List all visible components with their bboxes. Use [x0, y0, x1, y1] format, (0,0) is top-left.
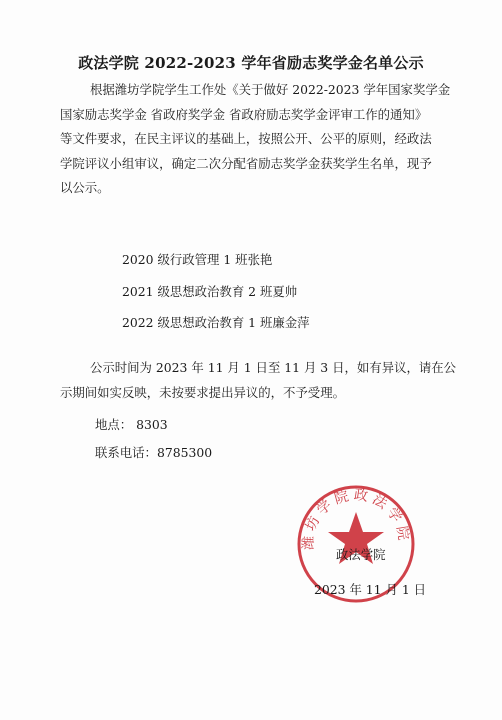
paragraph-line: 国家励志奖学金 省政府奖学金 省政府励志奖学金评审工作的通知》 [60, 106, 428, 122]
notice-paragraph [60, 356, 457, 405]
paragraph-line: 根据潍坊学院学生工作处《关于做好 2022-2023 学年国家奖学金 [90, 82, 451, 97]
location-text: 地点： 8303 [95, 417, 168, 432]
winner-entry: 2020 级行政管理 1 班张艳 [122, 252, 273, 267]
body-paragraph [60, 78, 450, 201]
signature-date: 2023 年 11 月 1 日 [314, 582, 427, 597]
paragraph-line: 学院评议小组审议，确定二次分配省励志奖学金获奖学生名单，现予 [60, 155, 432, 171]
signature-org: 政法学院 [336, 547, 386, 562]
document-title: 政法学院 2022-2023 学年省励志奖学金名单公示 [78, 54, 424, 72]
winner-entry: 2021 级思想政治教育 2 班夏帅 [122, 284, 298, 299]
phone-text: 联系电话：8785300 [95, 445, 213, 460]
notice-line: 示期间如实反映，未按要求提出异议的，不予受理。 [60, 384, 345, 400]
paragraph-line: 以公示。 [60, 180, 110, 195]
paragraph-line: 等文件要求，在民主评议的基础上，按照公开、公平的原则，经政法 [60, 131, 432, 146]
winner-entry: 2022 级思想政治教育 1 班廉金萍 [122, 315, 310, 330]
seal-ring-text: 潍坊学院政法学院 [300, 487, 412, 551]
notice-line: 公示时间为 2023 年 11 月 1 日至 11 月 3 日，如有异议，请在公 [90, 360, 457, 375]
